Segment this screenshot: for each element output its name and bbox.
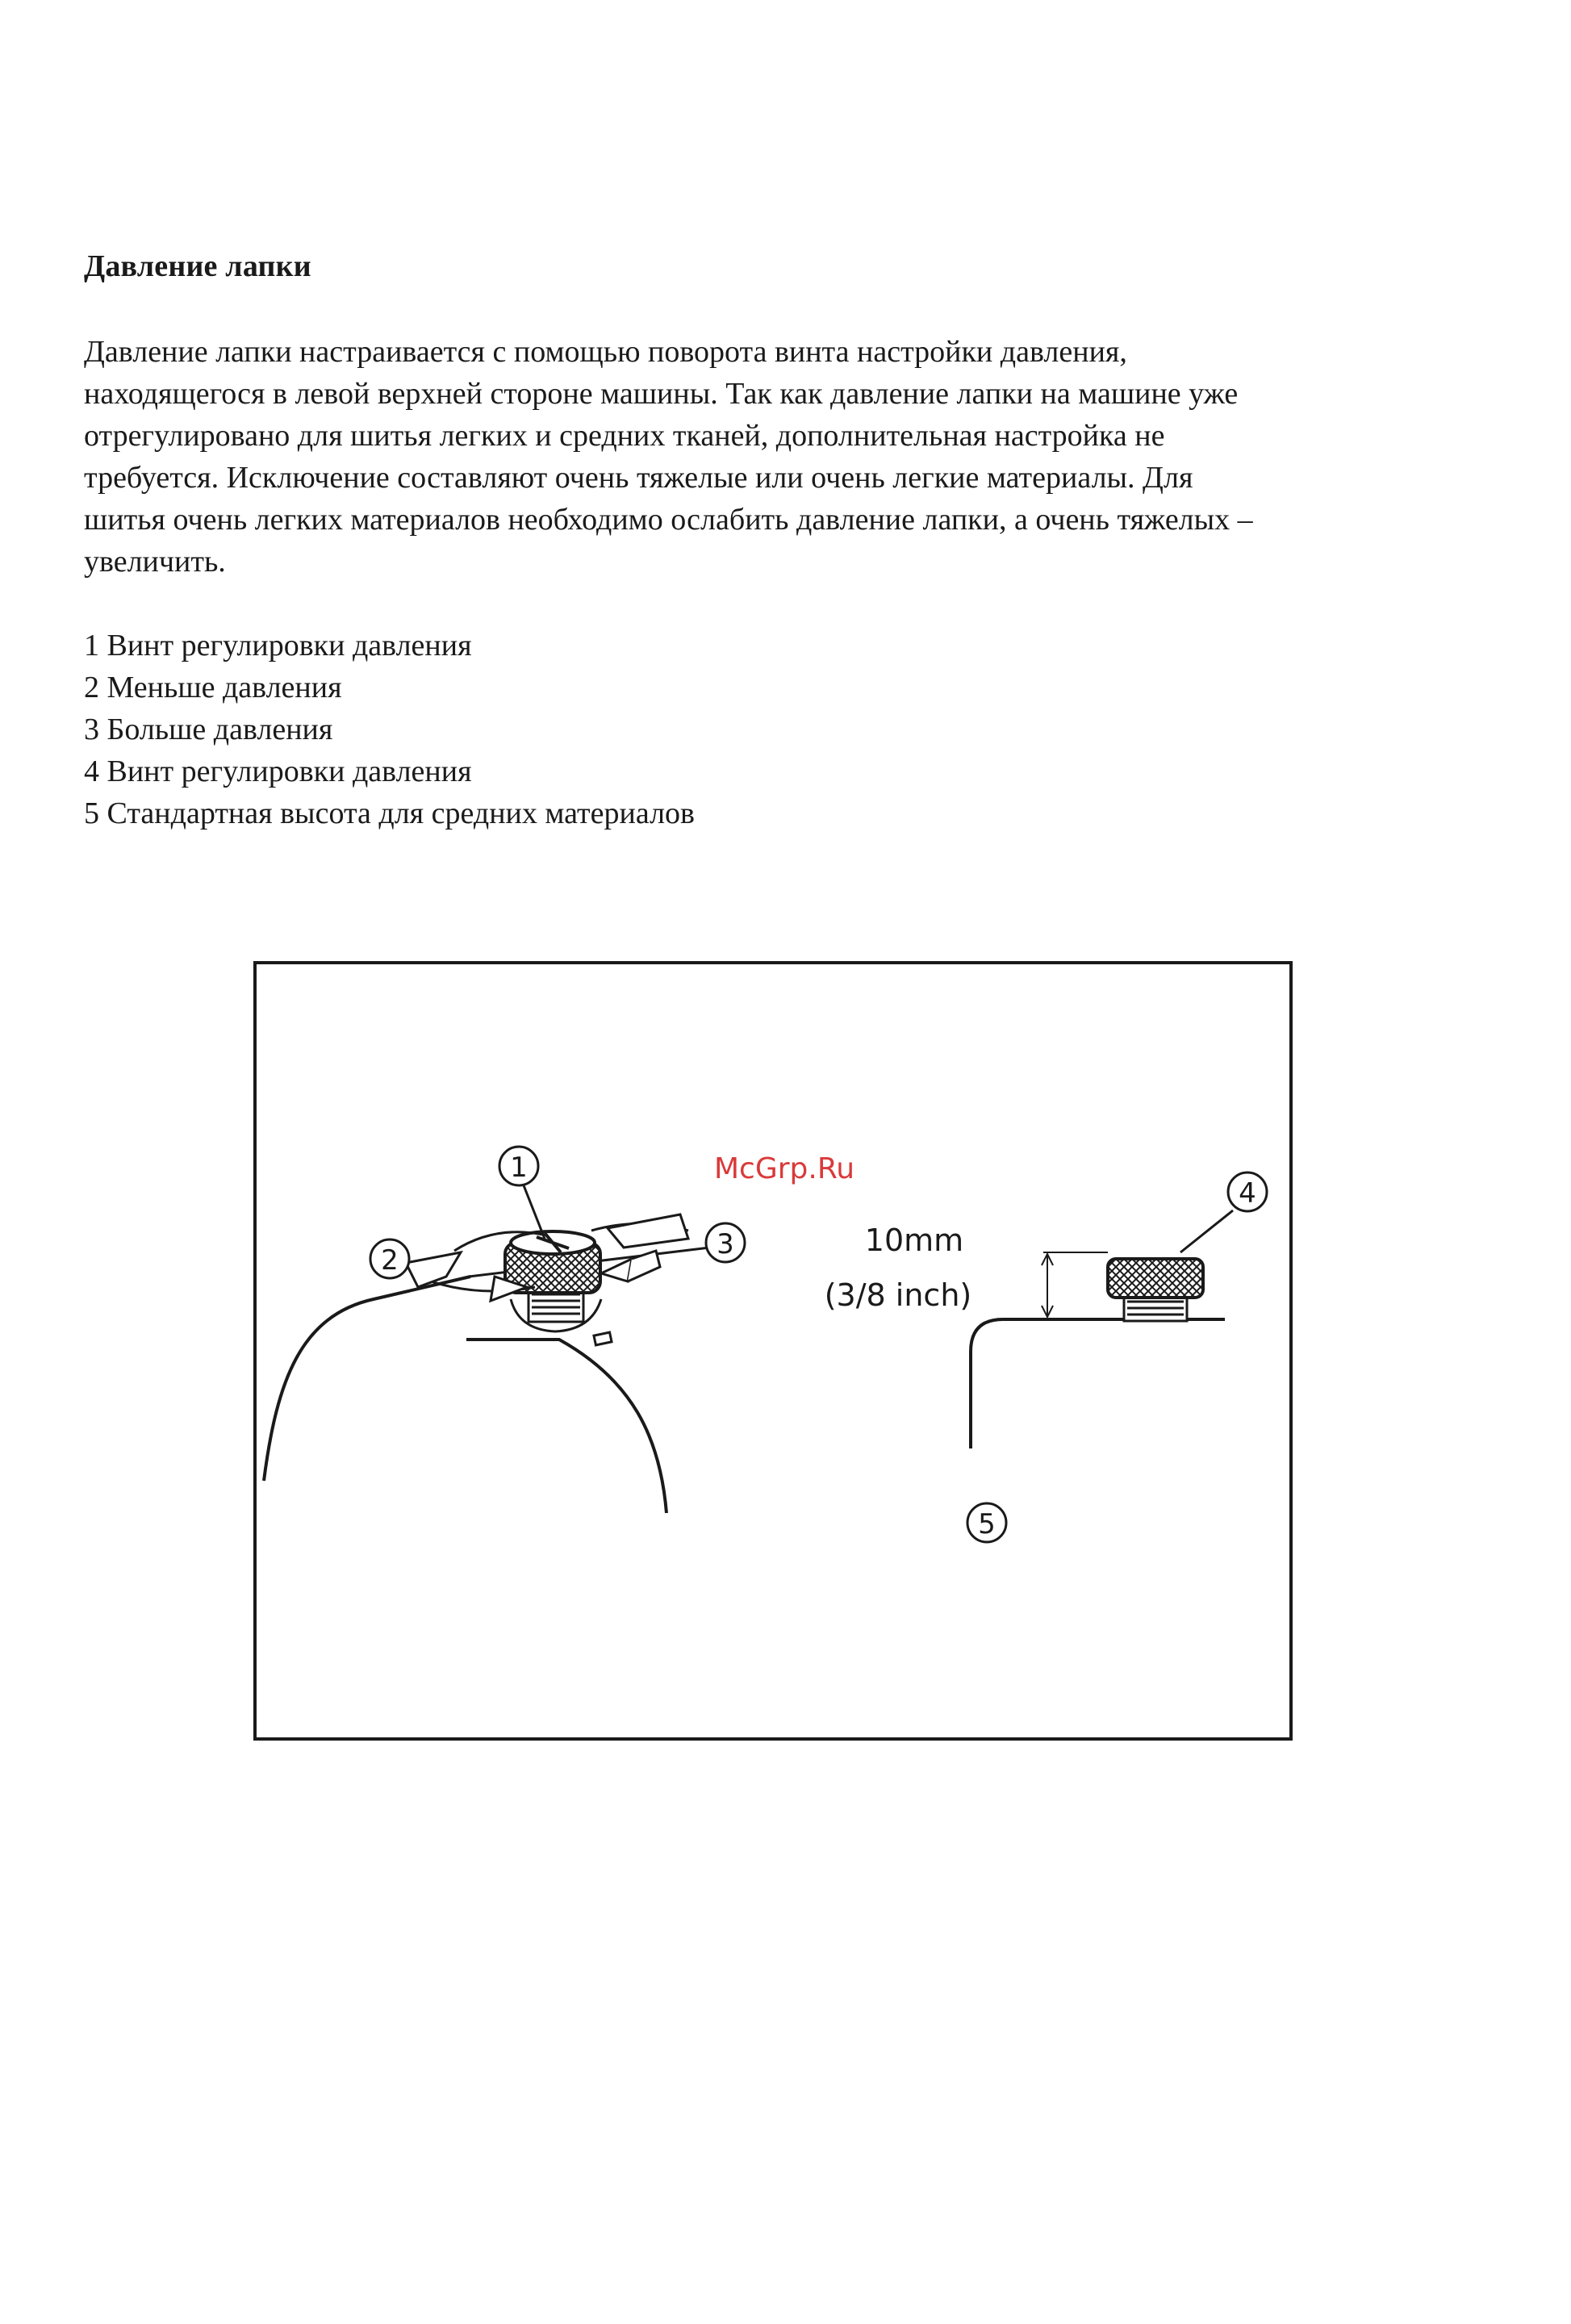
description-paragraph bbox=[84, 331, 1520, 583]
svg-text:5: 5 bbox=[978, 1508, 996, 1540]
paragraph-line: отрегулировано для шитья легких и средних тканей, дополнительная настройка не bbox=[84, 419, 1165, 453]
svg-text:4: 4 bbox=[1239, 1177, 1256, 1210]
section-heading: Давление лапки bbox=[84, 249, 311, 283]
legend-item: 3 Больше давления bbox=[84, 713, 333, 746]
svg-text:3: 3 bbox=[717, 1228, 734, 1260]
callout-2-marker bbox=[370, 1239, 409, 1278]
machine-outline-front bbox=[466, 1340, 666, 1513]
callout-1-marker bbox=[499, 1147, 545, 1239]
machine-outline-left bbox=[264, 1277, 470, 1481]
paragraph-line: Давление лапки настраивается с помощью поворота винта настройки давления, bbox=[84, 335, 1127, 369]
paragraph-line: требуется. Исключение составляют очень тяжелые или очень легкие материалы. Для bbox=[84, 461, 1193, 495]
dimension-mm-label: 10mm bbox=[864, 1223, 964, 1258]
pressure-screw-figure bbox=[253, 960, 1293, 1741]
pressure-screw-right bbox=[1108, 1210, 1233, 1321]
paragraph-line: увеличить. bbox=[84, 545, 226, 579]
legend-list bbox=[84, 625, 695, 834]
dimension-inch-label: (3/8 inch) bbox=[824, 1277, 972, 1313]
figure-illustration bbox=[253, 960, 1293, 1741]
callout-3-marker bbox=[706, 1223, 745, 1262]
legend-item: 2 Меньше давления bbox=[84, 671, 342, 704]
callout-4-marker bbox=[1228, 1172, 1267, 1211]
svg-text:2: 2 bbox=[381, 1244, 399, 1277]
legend-item: 1 Винт регулировки давления bbox=[84, 629, 472, 663]
watermark: McGrp.Ru bbox=[714, 1152, 855, 1185]
paragraph-line: находящегося в левой верхней стороне машины. Так как давление лапки на машине уже bbox=[84, 377, 1239, 411]
legend-item: 5 Стандартная высота для средних материалов bbox=[84, 796, 695, 830]
figure-frame bbox=[255, 963, 1291, 1739]
machine-outline-right bbox=[971, 1319, 1225, 1448]
height-dimension bbox=[825, 1223, 1108, 1317]
svg-text:1: 1 bbox=[510, 1152, 528, 1184]
paragraph-line: шитья очень легких материалов необходимо ослабить давление лапки, а очень тяжелых – bbox=[84, 503, 1253, 537]
legend-item: 4 Винт регулировки давления bbox=[84, 754, 472, 788]
callout-5-marker bbox=[967, 1503, 1006, 1542]
